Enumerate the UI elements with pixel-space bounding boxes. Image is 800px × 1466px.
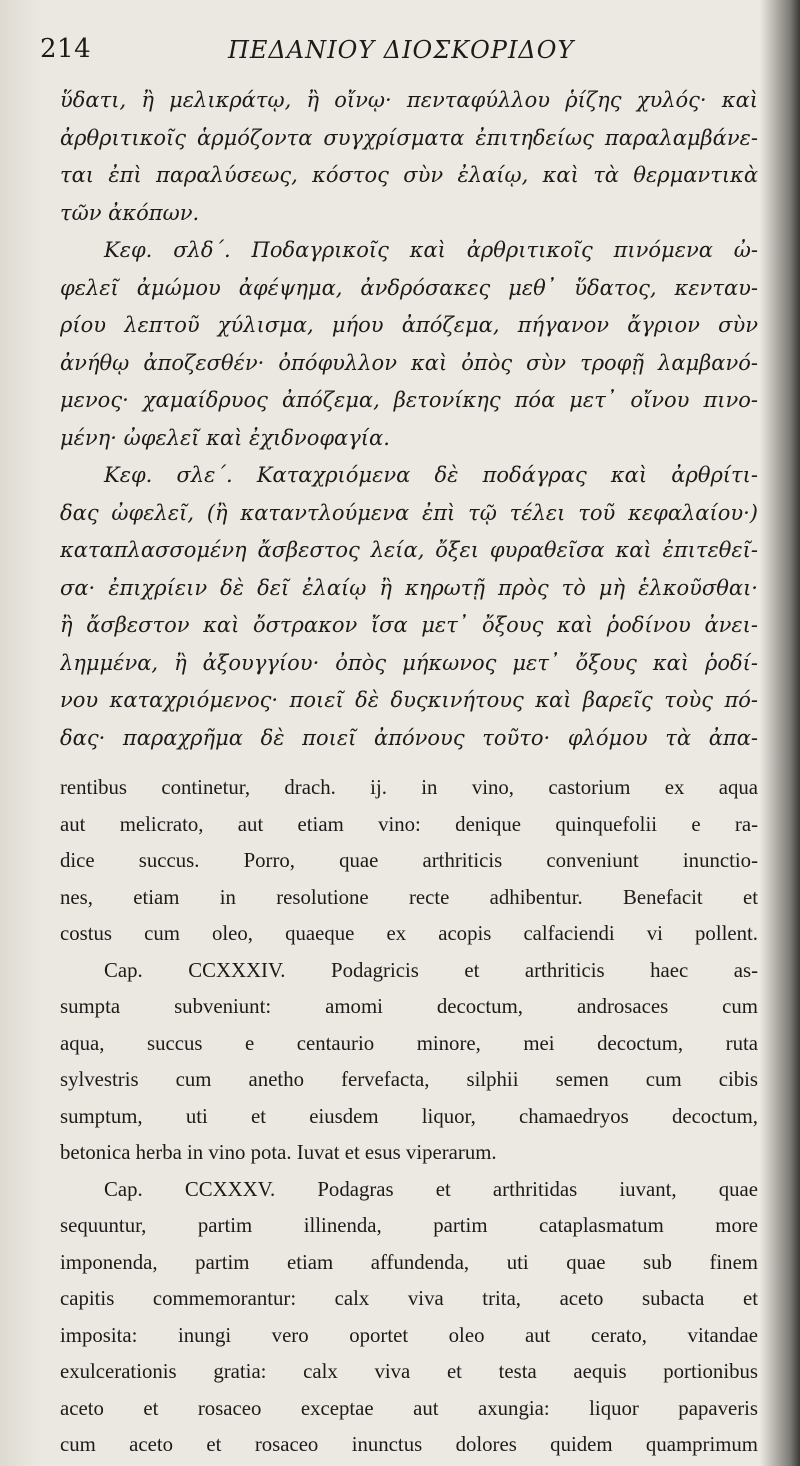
- latin-line: costus cum oleo, quaeque ex acopis calfaciendi vi pollent.: [60, 922, 758, 945]
- greek-line: ἀρθριτικοῖς ἁρμόζοντα συγχρίσματα ἐπιτηδείως παραλαμβάνε-: [60, 125, 758, 150]
- greek-line: σα· ἐπιχρίειν δὲ δεῖ ἐλαίῳ ἢ κηρωτῇ πρὸς τὸ μὴ ἑλκοῦσθαι·: [60, 575, 758, 600]
- greek-line: φελεῖ ἀμώμου ἀφέψημα, ἀνδρόσακες μεθ᾽ ὕδατος, κενταυ-: [60, 275, 758, 300]
- latin-line: nes, etiam in resolutione recte adhibentur. Benefacit et: [60, 885, 758, 909]
- latin-line: imponenda, partim etiam affundenda, uti quae sub finem: [60, 1250, 758, 1274]
- latin-line: sylvestris cum anetho fervefacta, silphii semen cum cibis: [60, 1068, 758, 1091]
- running-title: ΠΕΔΑΝΙΟΥ ΔΙΟΣΚΟΡΙΔΟΥ: [228, 36, 575, 64]
- latin-line: exulcerationis gratia: calx viva et testa aequis portionibus: [60, 1360, 758, 1383]
- latin-line: dice succus. Porro, quae arthriticis conveniunt inunctio-: [60, 849, 758, 872]
- greek-line: μενος· χαμαίδρυος ἀπόζεμα, βετονίκης πόα μετ᾽ οἴνου πινο-: [60, 388, 758, 412]
- greek-chapter-heading-line: Κεφ. σλε΄. Καταχριόμενα δὲ ποδάγρας καὶ ἀρθρίτι-: [104, 463, 758, 487]
- greek-line: ὕδατι, ἢ μελικράτῳ, ἢ οἴνῳ· πενταφύλλου ῥίζης χυλός· καὶ: [60, 88, 758, 112]
- greek-line: ρίου λεπτοῦ χύλισμα, μήου ἀπόζεμα, πήγανον ἄγριον σὺν: [60, 313, 758, 337]
- greek-chapter-heading-line: Κεφ. σλδ΄. Ποδαγρικοῖς καὶ ἀρθριτικοῖς πινόμενα ὠ-: [104, 238, 758, 262]
- latin-chapter-heading-line: Cap. CCXXXV. Podagras et arthritidas iuvant, quae: [104, 1177, 758, 1201]
- greek-line: νου καταχριόμενος· ποιεῖ δὲ δυςκινήτους καὶ βαρεῖς τοὺς πό-: [60, 688, 758, 712]
- latin-line: aut melicrato, aut etiam vino: denique quinquefolii e ra-: [60, 812, 758, 836]
- running-head: [0, 34, 800, 74]
- greek-line: δας· παραχρῆμα δὲ ποιεῖ ἀπόνους τοῦτο· φλόμου τὰ ἀπα-: [60, 725, 758, 750]
- greek-line: ἀνήθῳ ἀποζεσθέν· ὀπόφυλλον καὶ ὀπὸς σὺν τροφῇ λαμβανό-: [60, 350, 758, 375]
- latin-line: aceto et rosaceo exceptae aut axungia: liquor papaveris: [60, 1396, 758, 1420]
- latin-line: rentibus continetur, drach. ij. in vino, castorium ex aqua: [60, 776, 758, 799]
- latin-line: aqua, succus e centaurio minore, mei decoctum, ruta: [60, 1031, 758, 1055]
- greek-text-block: [60, 82, 758, 757]
- latin-line: sumptum, uti et eiusdem liquor, chamaedryos decoctum,: [60, 1104, 758, 1128]
- greek-line: ἢ ἄσβεστον καὶ ὄστρακον ἴσα μετ᾽ ὄξους καὶ ῥοδίνου ἀνει-: [60, 613, 758, 637]
- latin-line: sumpta subveniunt: amomi decoctum, androsaces cum: [60, 995, 758, 1018]
- greek-line: καταπλασσομένη ἄσβεστος λεία, ὄξει φυραθεῖσα καὶ ἐπιτεθεῖ-: [60, 538, 758, 562]
- latin-line: cum aceto et rosaceo inunctus dolores quidem quamprimum: [60, 1433, 758, 1456]
- greek-line: μένη· ὠφελεῖ καὶ ἐχιδνοφαγία.: [60, 425, 390, 450]
- greek-line: λημμένα, ἢ ἀξουγγίου· ὀπὸς μήκωνος μετ᾽ ὄξους καὶ ῥοδί-: [60, 650, 758, 675]
- latin-line: imposita: inungi vero oportet oleo aut cerato, vitandae: [60, 1323, 758, 1347]
- greek-line: δας ὠφελεῖ, (ἢ καταντλούμενα ἐπὶ τῷ τέλει τοῦ κεφαλαίου·): [60, 500, 758, 525]
- latin-line: capitis commemorantur: calx viva trita, aceto subacta et: [60, 1287, 758, 1310]
- latin-chapter-heading-line: Cap. CCXXXIV. Podagricis et arthriticis haec as-: [104, 958, 758, 982]
- greek-line: τῶν ἀκόπων.: [60, 200, 200, 225]
- latin-line: betonica herba in vino pota. Iuvat et esus viperarum.: [60, 1141, 497, 1164]
- greek-line: ται ἐπὶ παραλύσεως, κόστος σὺν ἐλαίῳ, καὶ τὰ θερμαντικὰ: [60, 163, 758, 187]
- latin-line: sequuntur, partim illinenda, partim cataplasmatum more: [60, 1214, 758, 1237]
- latin-text-block: [60, 770, 758, 1464]
- page-number: 214: [40, 34, 92, 64]
